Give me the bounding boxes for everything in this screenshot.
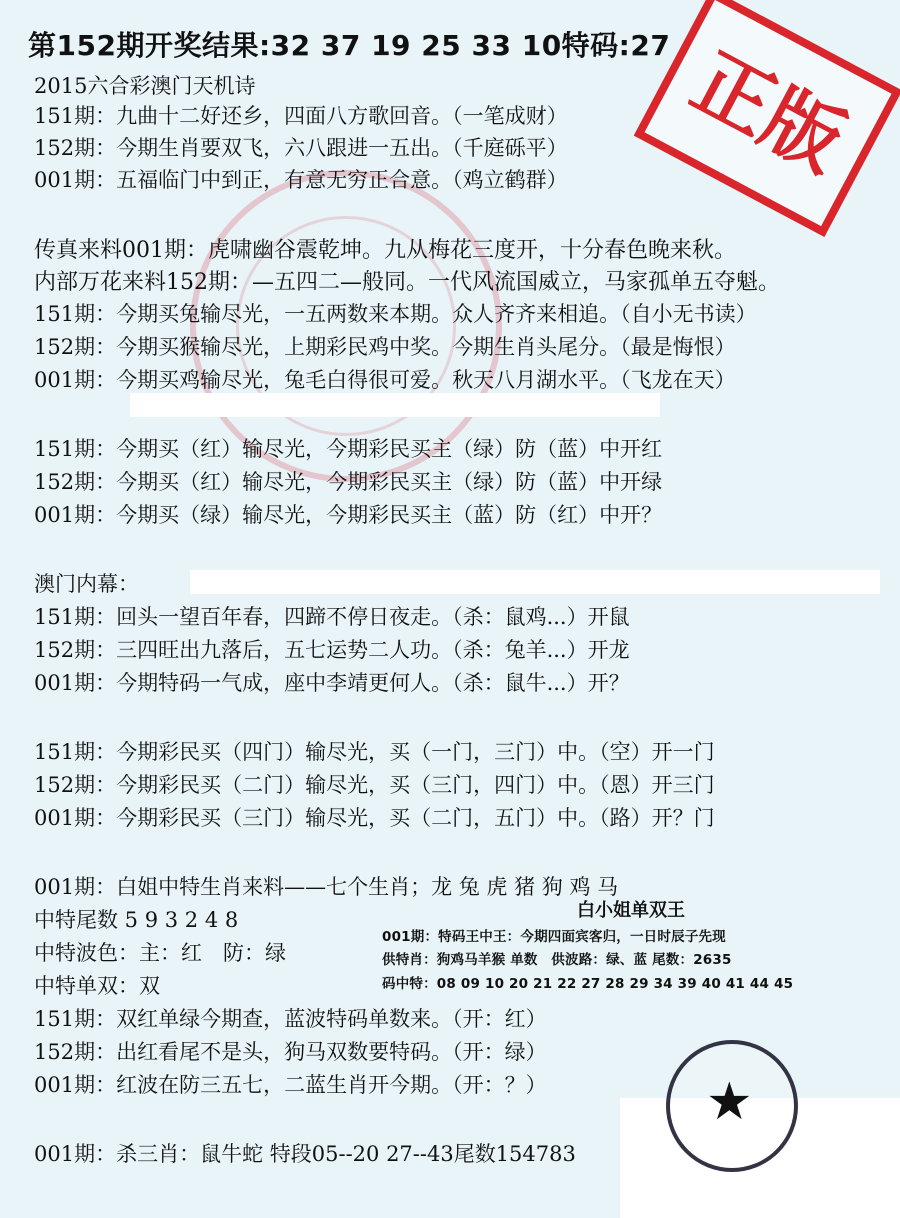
redaction-bar xyxy=(130,393,660,417)
section-title: 2015六合彩澳门天机诗 xyxy=(34,74,256,98)
text-line: 001期：今期买鸡输尽光，兔毛白得很可爱。秋天八月湖水平。（飞龙在天） xyxy=(34,368,736,392)
text-line: 151期：今期彩民买（四门）输尽光，买（一门，三门）中。（空）开一门 xyxy=(34,740,715,764)
text-line: 151期：今期买（红）输尽光，今期彩民买主（绿）防（蓝）中开红 xyxy=(34,437,663,461)
text-line: 152期：今期彩民买（二门）输尽光，买（三门，四门）中。（恩）开三门 xyxy=(34,773,715,797)
text-line: 001期：五福临门中到正，有意无穷正合意。（鸡立鹤群） xyxy=(34,168,568,192)
text-line: 内部万花来料152期：—五四二—般同。一代风流国威立，马家孤单五夺魁。 xyxy=(34,270,780,295)
text-line: 152期：三四旺出九落后，五七运势二人功。（杀：兔羊...）开龙 xyxy=(34,638,630,662)
text-line: 中特尾数 5 9 3 2 4 8 xyxy=(34,908,239,932)
text-line: 中特单双：双 xyxy=(34,974,160,998)
text-line: 001期：今期买（绿）输尽光，今期彩民买主（蓝）防（红）中开？ xyxy=(34,503,663,527)
text-line: 001期：杀三肖：鼠牛蛇 特段05--20 27--43尾数154783 xyxy=(34,1142,576,1166)
text-line: 中特波色：主：红 防：绿 xyxy=(34,941,286,965)
text-line: 151期：双红单绿今期查，蓝波特码单数来。（开：红） xyxy=(34,1007,547,1031)
text-line: 151期：今期买兔输尽光，一五两数来本期。众人齐齐来相追。（自小无书读） xyxy=(34,302,757,326)
text-line: 152期：今期买（红）输尽光，今期彩民买主（绿）防（蓝）中开绿 xyxy=(34,470,663,494)
text-line: 001期：红波在防三五七，二蓝生肖开今期。（开：？） xyxy=(34,1073,547,1097)
star-icon: ★ xyxy=(706,1072,753,1132)
right-panel-title: 白小姐单双王 xyxy=(577,900,685,921)
text-line: 001期：白姐中特生肖来料——七个生肖；龙 兔 虎 猪 狗 鸡 马 xyxy=(34,875,619,899)
right-panel-row: 供特肖：狗鸡马羊猴 单数 供波路：绿、蓝 尾数：2635 xyxy=(382,952,732,968)
right-panel-row: 001期：特码王中王：今期四面宾客归，一日时辰子先现 xyxy=(382,929,726,945)
page-title: 第152期开奖结果:32 37 19 25 33 10特码:27 xyxy=(28,29,671,62)
text-line: 152期：出红看尾不是头，狗马双数要特码。（开：绿） xyxy=(34,1040,547,1064)
redaction-bar xyxy=(190,570,880,594)
text-line: 传真来料001期：虎啸幽谷震乾坤。九从梅花三度开，十分春色晚来秋。 xyxy=(34,238,736,263)
text-line: 152期：今期生肖要双飞，六八跟进一五出。（千庭砾平） xyxy=(34,136,568,160)
text-line: 151期：回头一望百年春，四蹄不停日夜走。（杀：鼠鸡...）开鼠 xyxy=(34,605,630,629)
text-line: 001期：今期彩民买（三门）输尽光，买（二门，五门）中。（路）开？门 xyxy=(34,806,715,830)
text-line: 152期：今期买猴输尽光，上期彩民鸡中奖。今期生肖头尾分。（最是悔恨） xyxy=(34,335,736,359)
right-panel-row: 码中特：08 09 10 20 21 22 27 28 29 34 39 40 41 44 45 xyxy=(382,976,794,992)
notary-seal xyxy=(666,1040,798,1172)
text-line: 151期：九曲十二好还乡，四面八方歌回音。（一笔成财） xyxy=(34,104,568,128)
text-line: 001期：今期特码一气成，座中李靖更何人。（杀：鼠牛...）开？ xyxy=(34,671,630,695)
section-title: 澳门内幕： xyxy=(34,572,139,596)
zhengban-stamp: 正版 xyxy=(634,0,900,237)
